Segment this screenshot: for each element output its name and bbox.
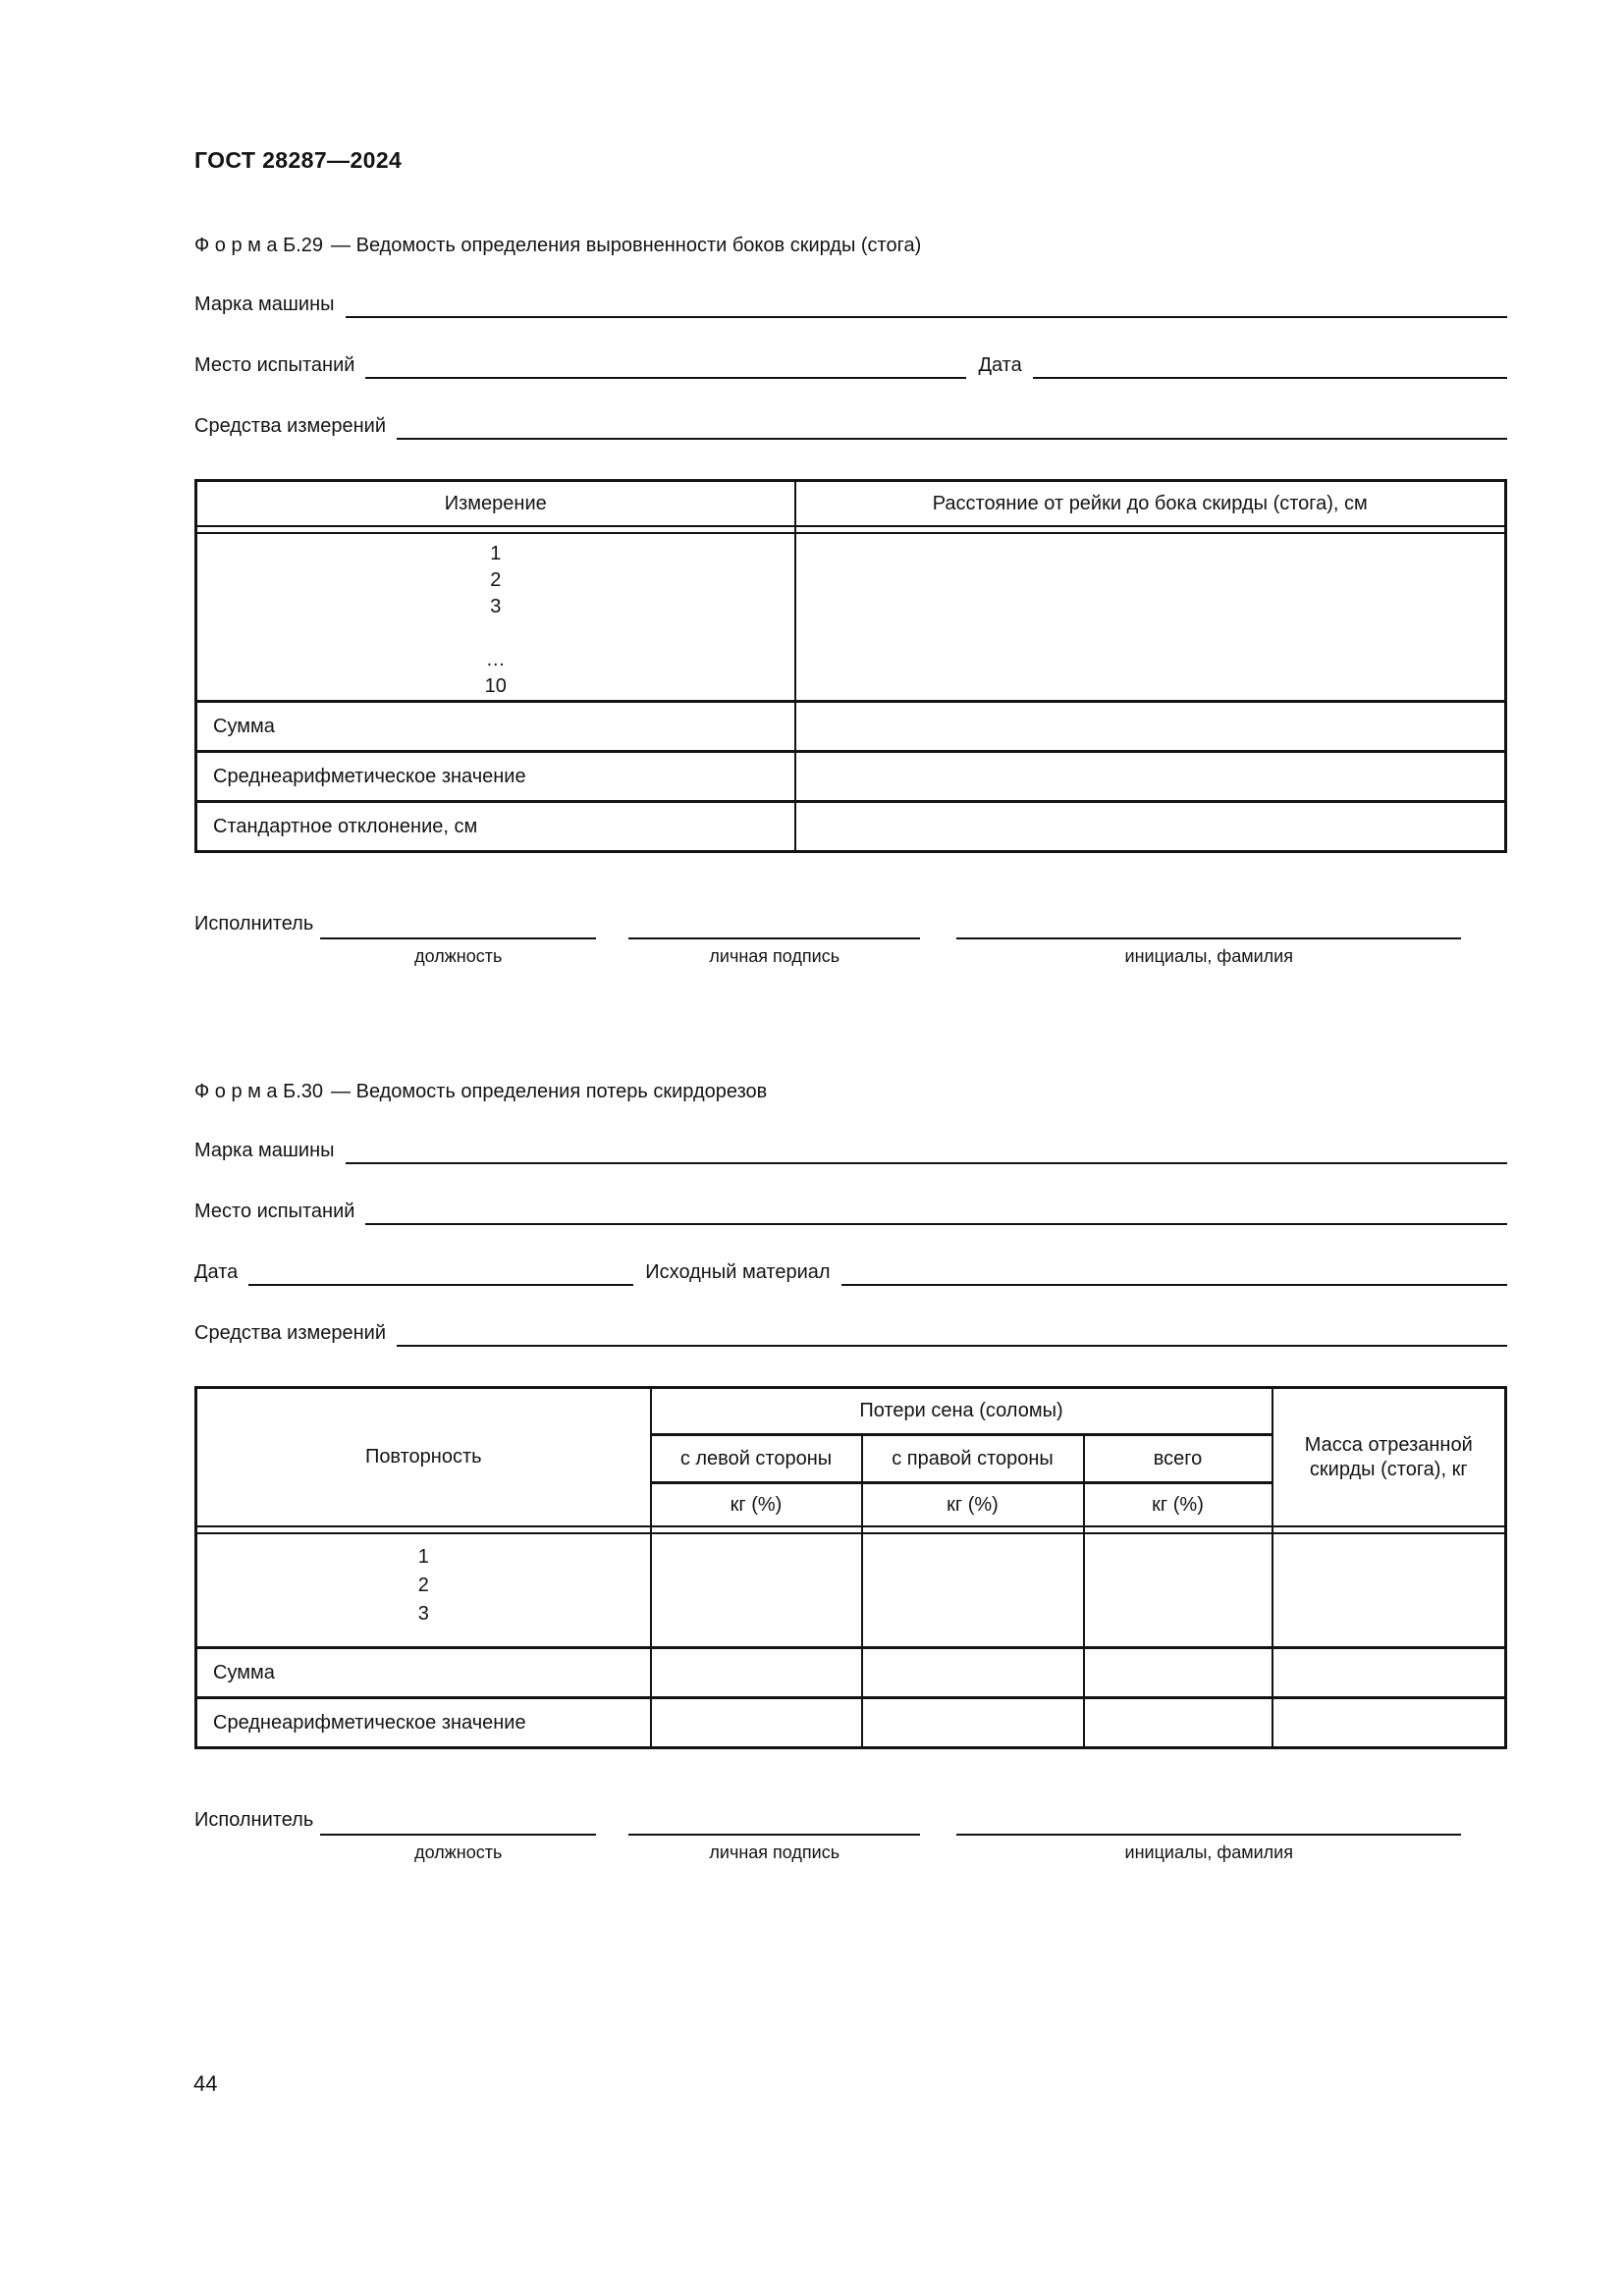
b30-unit-kg-percent: кг (%) <box>862 1483 1084 1527</box>
signature-blank-line <box>320 910 596 939</box>
empty-values-cell <box>651 1533 862 1648</box>
b30-sum-row <box>196 1648 1506 1698</box>
signature-blank-line <box>628 1806 920 1836</box>
b30-col-mass-header: Масса отрезанной скирды (стога), кг <box>1272 1388 1506 1527</box>
b30-signature-personal <box>628 1806 920 1863</box>
b29-signature-personal <box>628 910 920 967</box>
signature-caption: личная подпись <box>709 1842 840 1862</box>
b30-material-label: Исходный материал <box>645 1261 831 1283</box>
b30-left-side-header: с левой стороны <box>651 1435 862 1483</box>
b29-instruments-blank-line <box>397 408 1507 440</box>
signature-caption: должность <box>414 1842 503 1862</box>
b29-mean-row <box>196 752 1506 802</box>
b29-measurements-body-row <box>196 533 1506 702</box>
measurement-number: 10 <box>484 675 507 697</box>
b29-double-rule-row <box>196 526 1506 533</box>
b30-signature-name <box>956 1806 1461 1863</box>
b30-test-place-label: Место испытаний <box>194 1201 355 1222</box>
b29-instruments-label: Средства измерений <box>194 415 387 437</box>
b29-test-place-row <box>194 349 1507 379</box>
measurement-ellipsis: … <box>485 649 506 670</box>
b29-machine-brand-blank-line <box>346 287 1507 318</box>
empty-cell <box>1272 1648 1506 1698</box>
b29-stddev-row <box>196 802 1506 852</box>
b30-test-place-blank-line <box>365 1194 1507 1225</box>
b30-header-row-group <box>196 1388 1506 1435</box>
b30-double-rule-row <box>196 1526 1506 1533</box>
measurement-number: 3 <box>490 596 502 617</box>
b29-signature-name <box>956 910 1461 967</box>
empty-cell <box>862 1648 1084 1698</box>
empty-cell <box>795 702 1506 752</box>
b30-instruments-label: Средства измерений <box>194 1322 387 1344</box>
b29-table-header-row <box>196 481 1506 527</box>
page-number: 44 <box>193 2071 218 2096</box>
b30-signature-position <box>320 1806 596 1863</box>
b30-mean-row <box>196 1698 1506 1748</box>
b30-machine-brand-blank-line <box>346 1133 1507 1164</box>
b30-test-place-row <box>194 1196 1507 1225</box>
b30-sum-label: Сумма <box>196 1648 651 1698</box>
signature-caption: должность <box>414 946 503 966</box>
measurement-number: 2 <box>490 569 502 591</box>
doc-number: ГОСТ 28287—2024 <box>194 147 403 173</box>
empty-cell <box>795 752 1506 802</box>
b30-executor-label: Исполнитель <box>194 1809 314 1831</box>
b30-right-side-header: с правой стороны <box>862 1435 1084 1483</box>
signature-blank-line <box>628 910 920 939</box>
b30-machine-brand-row <box>194 1135 1507 1164</box>
b29-sum-label: Сумма <box>196 702 795 752</box>
b30-repetition-numbers-cell <box>196 1533 651 1648</box>
empty-values-cell <box>862 1533 1084 1648</box>
signature-blank-line <box>320 1806 596 1836</box>
repetition-number: 2 <box>417 1575 429 1596</box>
empty-values-cell <box>1272 1533 1506 1648</box>
b30-col-repetition-header: Повторность <box>364 1446 482 1468</box>
empty-values-cell <box>795 533 1506 702</box>
b30-total-header: всего <box>1084 1435 1272 1483</box>
b30-instruments-blank-line <box>397 1315 1507 1347</box>
double-rule-cell <box>1272 1526 1506 1533</box>
signature-caption: инициалы, фамилия <box>1124 1842 1293 1862</box>
b29-col-distance-header: Расстояние от рейки до бока скирды (стога), см <box>795 481 1506 527</box>
b30-date-blank-line <box>248 1255 633 1286</box>
empty-cell <box>795 802 1506 852</box>
b29-test-place-blank-line <box>365 347 966 379</box>
empty-cell <box>1084 1698 1272 1748</box>
repetition-number: 3 <box>417 1603 429 1625</box>
b30-losses-group-header: Потери сена (соломы) <box>651 1388 1272 1435</box>
b29-date-blank-line <box>1033 347 1507 379</box>
b29-executor-block <box>194 910 1507 967</box>
double-rule-cell <box>196 1526 651 1533</box>
empty-values-cell <box>1084 1533 1272 1648</box>
form-b30-title <box>194 1081 1507 1103</box>
form-b29-title-text: — Ведомость определения выровненности боков скирды (стога) <box>331 235 922 256</box>
form-b29-title <box>194 235 1507 257</box>
b30-unit-kg-percent: кг (%) <box>1084 1483 1272 1527</box>
repetition-number: 1 <box>417 1546 429 1568</box>
form-b30-section <box>194 1081 1507 1863</box>
b29-mean-label: Среднеарифметическое значение <box>196 752 795 802</box>
b30-machine-brand-label: Марка машины <box>194 1140 335 1161</box>
empty-cell <box>651 1648 862 1698</box>
measurement-number: 1 <box>490 543 502 564</box>
signature-caption: личная подпись <box>709 946 840 966</box>
b30-date-material-row <box>194 1256 1507 1286</box>
b29-date-label: Дата <box>978 354 1022 376</box>
double-rule-cell <box>862 1526 1084 1533</box>
b30-instruments-row <box>194 1317 1507 1347</box>
b29-machine-brand-label: Марка машины <box>194 294 335 315</box>
b29-executor-label: Исполнитель <box>194 913 314 934</box>
form-b30-title-text: — Ведомость определения потерь скирдорезов <box>331 1081 768 1102</box>
b30-date-label: Дата <box>194 1261 239 1283</box>
empty-cell <box>1084 1648 1272 1698</box>
b29-col-measurement-header: Измерение <box>444 492 547 514</box>
b29-test-place-label: Место испытаний <box>194 354 355 376</box>
b30-unit-kg-percent: кг (%) <box>651 1483 862 1527</box>
empty-cell <box>862 1698 1084 1748</box>
form-b29-title-label: Ф о р м а Б.29 <box>194 235 324 256</box>
b30-losses-table <box>194 1386 1507 1749</box>
signature-blank-line <box>956 910 1461 939</box>
double-rule-cell <box>795 526 1506 533</box>
signature-caption: инициалы, фамилия <box>1124 946 1293 966</box>
b30-material-blank-line <box>841 1255 1507 1286</box>
b29-measurement-numbers-cell <box>196 533 795 702</box>
double-rule-cell <box>196 526 795 533</box>
empty-cell <box>651 1698 862 1748</box>
b29-stddev-label: Стандартное отклонение, см <box>196 802 795 852</box>
form-b29-section <box>194 235 1507 967</box>
b29-machine-brand-row <box>194 289 1507 318</box>
double-rule-cell <box>651 1526 862 1533</box>
b30-mean-label: Среднеарифметическое значение <box>196 1698 651 1748</box>
measurement-number-gap <box>197 620 794 647</box>
b30-repetitions-body-row <box>196 1533 1506 1648</box>
b29-sum-row <box>196 702 1506 752</box>
b30-executor-block <box>194 1806 1507 1863</box>
b29-measurements-table <box>194 479 1507 853</box>
b29-signature-position <box>320 910 596 967</box>
b29-instruments-row <box>194 410 1507 440</box>
double-rule-cell <box>1084 1526 1272 1533</box>
empty-cell <box>1272 1698 1506 1748</box>
signature-blank-line <box>956 1806 1461 1836</box>
form-b30-title-label: Ф о р м а Б.30 <box>194 1081 324 1102</box>
